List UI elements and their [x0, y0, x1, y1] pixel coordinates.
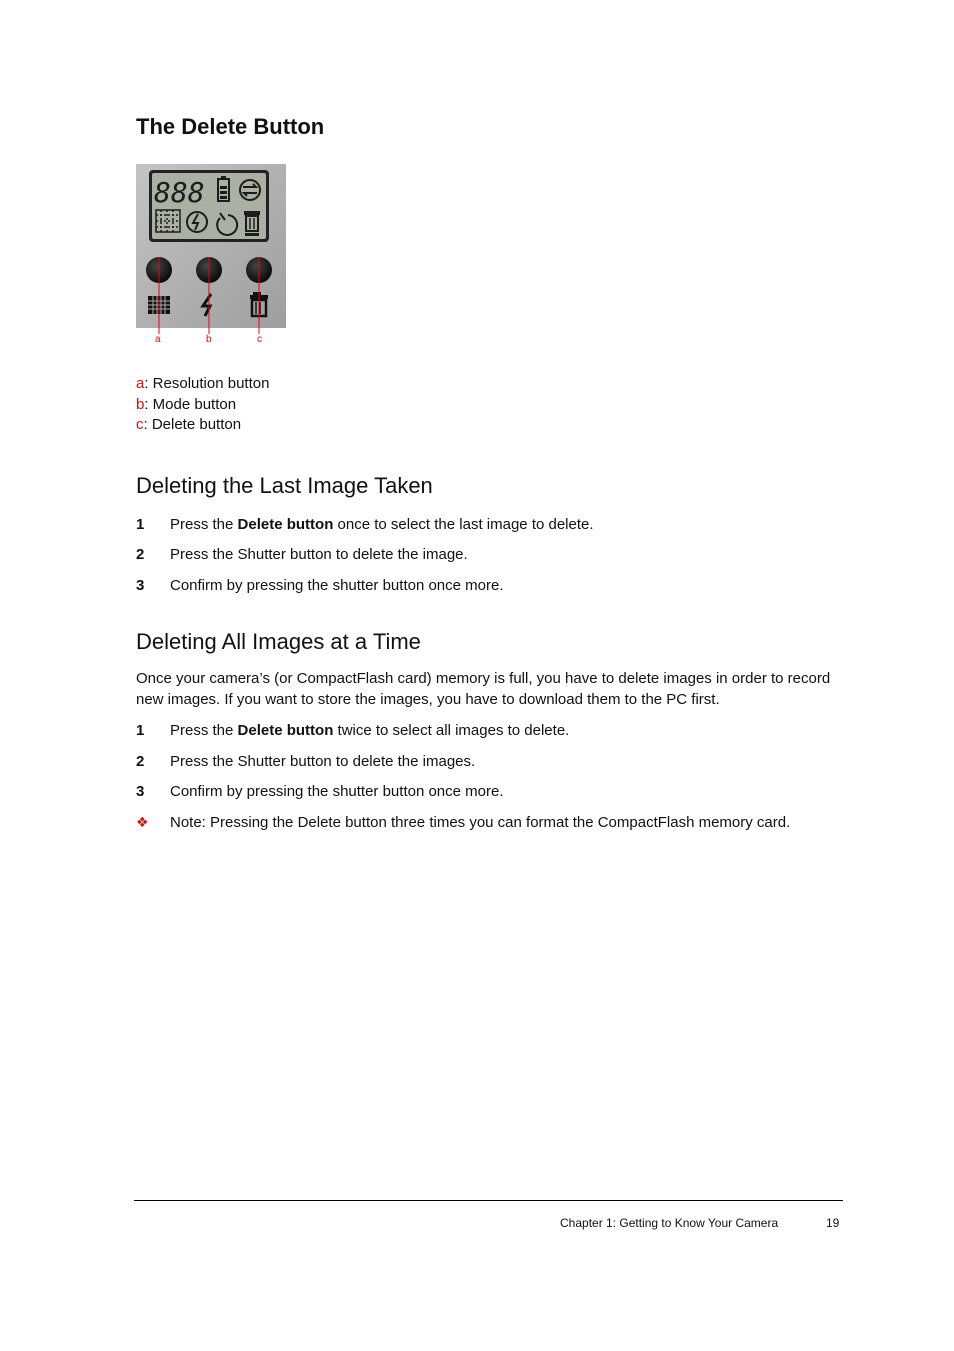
legend-item: [136, 395, 269, 416]
step-number: 3: [136, 577, 145, 594]
legend-key: b: [136, 395, 145, 413]
page-title: The Delete Button: [136, 114, 325, 139]
legend-item: [136, 374, 269, 395]
figure-legend: [136, 374, 269, 436]
legend-key: a: [136, 375, 145, 392]
section-heading-last-image: Deleting the Last Image Taken: [136, 473, 433, 498]
section-heading-all-images: Deleting All Images at a Time: [136, 629, 421, 654]
page-number: 19: [826, 1216, 840, 1230]
step-number: 1: [136, 516, 145, 533]
note-bullet-icon: ❖: [136, 814, 149, 830]
step-text: Press the Delete button once to select the last image to delete.: [170, 516, 594, 533]
lcd-digits: 888: [154, 176, 205, 209]
legend-key: c: [136, 416, 144, 433]
camera-panel-figure: [136, 164, 296, 350]
body-paragraph: Once your camera’s (or CompactFlash card) memory is full, you have to delete images in order to record new images. If you want to store the images, you have to download them to the PC first.: [136, 670, 831, 708]
camera-panel-illustration: [136, 164, 286, 328]
note-text: Note: Pressing the Delete button three times you can format the CompactFlash memory card.: [170, 814, 791, 831]
callout-c: c: [257, 334, 262, 345]
step-text: Press the Shutter button to delete the images.: [170, 753, 476, 770]
legend-text: : Delete button: [143, 416, 242, 433]
footer-divider: [134, 1200, 843, 1201]
legend-text: : Mode button: [144, 395, 237, 413]
footer-chapter-title: Chapter 1: Getting to Know Your Camera: [560, 1216, 779, 1230]
callout-a: a: [155, 334, 161, 345]
step-text: Press the Delete button twice to select all images to delete.: [170, 722, 570, 739]
step-number: 3: [136, 783, 145, 800]
step-number: 2: [136, 546, 145, 563]
step-text: Confirm by pressing the shutter button once more.: [170, 577, 504, 594]
step-text: Confirm by pressing the shutter button once more.: [170, 783, 504, 800]
callout-b: b: [206, 334, 212, 345]
step-text: Press the Shutter button to delete the image.: [170, 546, 468, 563]
step-number: 1: [136, 722, 145, 739]
step-number: 2: [136, 753, 145, 770]
legend-item: [136, 415, 269, 436]
legend-text: : Resolution button: [144, 375, 270, 392]
